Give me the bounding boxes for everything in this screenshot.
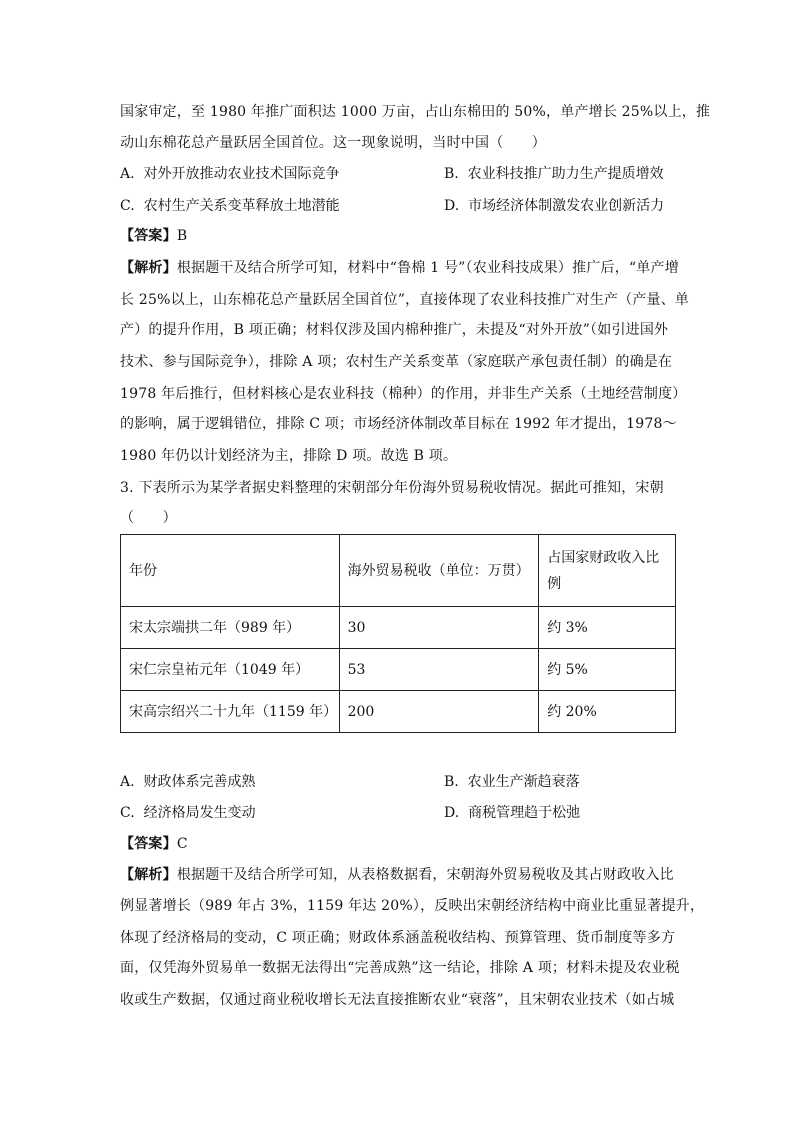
q2-analysis-line-2: 长 25%以上，山东棉花总产量跃居全国首位”，直接体现了农业科技推广对生产（产量、单 [120, 292, 690, 308]
q2-analysis-line-6: 的影响，属于逻辑错位，排除 C 项；市场经济体制改革目标在 1992 年才提出，1978～ [120, 416, 677, 432]
q3-analysis-line-5: 收或生产数据，仅通过商业税收增长无法直接推断农业“衰落”，且宋朝农业技术（如占城 [120, 992, 675, 1008]
q2-answer: 【答案】B [120, 228, 188, 244]
table-cell: 约 20% [539, 691, 676, 733]
q2-analysis-line-1: 【解析】根据题干及结合所学可知，材料中“鲁棉 1 号”（农业科技成果）推广后，“单产增 [120, 260, 679, 276]
header-ratio: 占国家财政收入比 例 [539, 535, 676, 607]
q3-analysis-line-3: 体现了经济格局的变动，C 项正确；财政体系涵盖税收结构、预算管理、货币制度等多方 [120, 930, 676, 946]
table-cell: 约 3% [539, 607, 676, 649]
q3-answer: 【答案】C [120, 836, 188, 852]
q3-option-a: A. 财政体系完善成熟 [120, 774, 256, 790]
table-row [121, 607, 676, 649]
table-cell: 30 [339, 607, 539, 649]
table-cell: 宋太宗端拱二年（989 年） [121, 607, 340, 649]
q2-option-b: B. 农业科技推广助力生产提质增效 [444, 166, 664, 182]
q2-option-a: A. 对外开放推动农业技术国际竞争 [120, 166, 340, 182]
table-row [121, 691, 676, 733]
q3-option-d: D. 商税管理趋于松弛 [444, 805, 581, 821]
header-year: 年份 [121, 535, 340, 607]
q2-analysis-line-5: 1978 年后推行，但材料核心是农业科技（棉种）的作用，并非生产关系（土地经营制度） [120, 386, 687, 402]
passage-line-2: 动山东棉花总产量跃居全国首位。这一现象说明，当时中国（ ） [120, 135, 546, 151]
passage-line-1: 国家审定，至 1980 年推广面积达 1000 万亩，占山东棉田的 50%，单产增长 25%以上，推 [120, 104, 711, 120]
q3-analysis-line-1: 【解析】根据题干及结合所学可知，从表格数据看，宋朝海外贸易税收及其占财政收入比 [120, 867, 674, 883]
header-tax: 海外贸易税收（单位：万贯） [339, 535, 539, 607]
q3-analysis-line-4: 面，仅凭海外贸易单一数据无法得出“完善成熟”这一结论，排除 A 项；材料未提及农业税 [120, 960, 680, 976]
table-cell: 约 5% [539, 649, 676, 691]
table-row [121, 649, 676, 691]
q2-option-d: D. 市场经济体制激发农业创新活力 [444, 198, 665, 214]
q2-analysis-line-4: 技术、参与国际竞争），排除 A 项；农村生产关系变革（家庭联产承包责任制）的确是在 [120, 354, 673, 370]
q3-option-c: C. 经济格局发生变动 [120, 805, 256, 821]
table-header-row [121, 535, 676, 607]
q2-analysis-line-7: 1980 年仍以计划经济为主，排除 D 项。故选 B 项。 [120, 448, 458, 464]
table-cell: 宋仁宗皇祐元年（1049 年） [121, 649, 340, 691]
q3-stem-line-2: （ ） [120, 510, 177, 526]
table-cell: 200 [339, 691, 539, 733]
q2-analysis-line-3: 产）的提升作用，B 项正确；材料仅涉及国内棉种推广，未提及“对外开放”（如引进国外 [120, 322, 669, 338]
q2-option-c: C. 农村生产关系变革释放土地潜能 [120, 198, 340, 214]
table-cell: 宋高宗绍兴二十九年（1159 年） [121, 691, 340, 733]
table-cell: 53 [339, 649, 539, 691]
q3-option-b: B. 农业生产渐趋衰落 [444, 774, 580, 790]
q3-analysis-line-2: 例显著增长（989 年占 3%，1159 年达 20%），反映出宋朝经济结构中商业比重显著提升， [120, 898, 705, 914]
tax-table [120, 534, 676, 733]
q3-stem-line-1: 3. 下表所示为某学者据史料整理的宋朝部分年份海外贸易税收情况。据此可推知，宋朝 [120, 480, 664, 496]
